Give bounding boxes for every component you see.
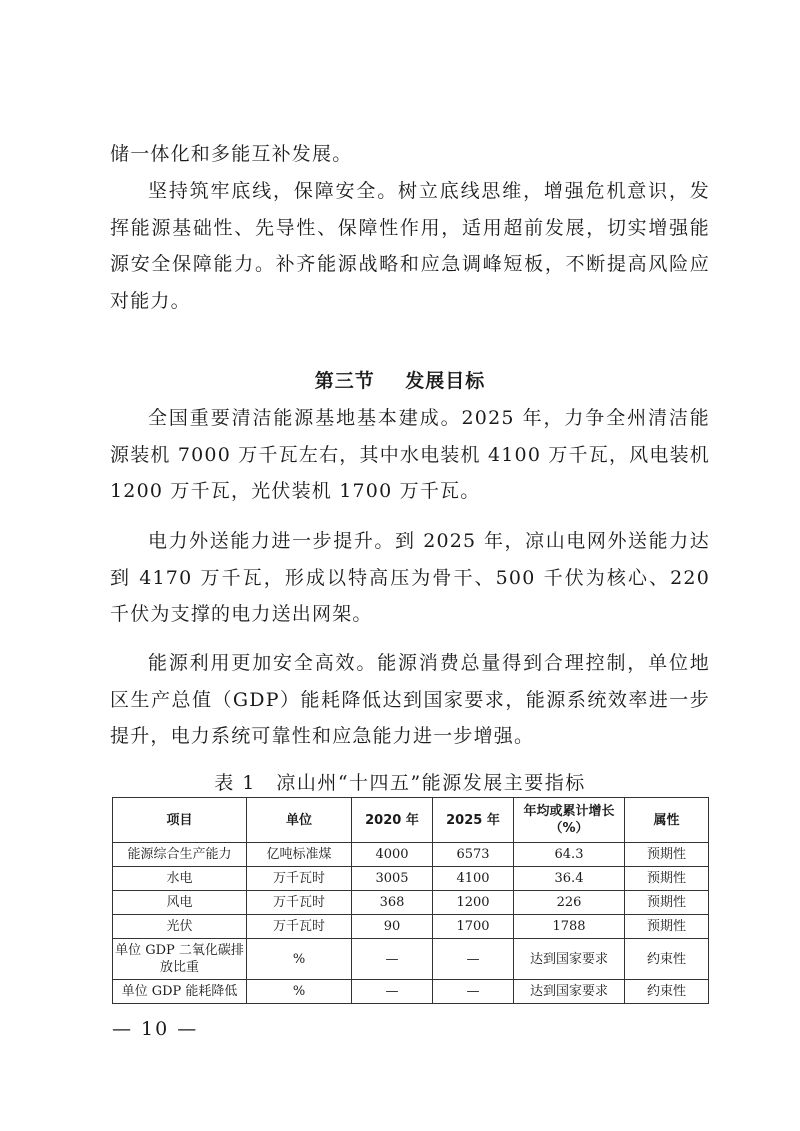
cell-growth: 1788	[514, 915, 625, 939]
table-header-row	[113, 798, 709, 843]
table-row	[113, 867, 709, 891]
paragraph-safety: 坚持筑牢底线，保障安全。树立底线思维，增强危机意识，发挥能源基础性、先导性、保障性作用，适用超前发展，切实增强能源安全保障能力。补齐能源战略和应急调峰短板，不断提高风险应对能力。	[110, 180, 710, 313]
table-row	[113, 939, 709, 980]
cell-2025: 6573	[433, 843, 514, 867]
cell-2025: 1200	[433, 891, 514, 915]
cell-growth: 达到国家要求	[514, 980, 625, 1004]
section-heading	[0, 366, 800, 393]
cell-2020: 90	[352, 915, 433, 939]
page-number: — 10 —	[112, 1018, 199, 1040]
section-number: 第三节	[314, 370, 375, 392]
cell-unit: 万千瓦时	[247, 915, 352, 939]
cell-unit: 万千瓦时	[247, 891, 352, 915]
cell-attribute: 预期性	[625, 915, 709, 939]
header-attribute: 属性	[625, 798, 709, 843]
header-unit: 单位	[247, 798, 352, 843]
cell-growth: 达到国家要求	[514, 939, 625, 980]
cell-attribute: 预期性	[625, 843, 709, 867]
cell-item: 单位 GDP 能耗降低	[113, 980, 247, 1004]
cell-attribute: 约束性	[625, 980, 709, 1004]
cell-2020: 3005	[352, 867, 433, 891]
cell-growth: 64.3	[514, 843, 625, 867]
header-item: 项目	[113, 798, 247, 843]
header-growth: 年均或累计增长（%）	[514, 798, 625, 843]
cell-item: 风电	[113, 891, 247, 915]
cell-attribute: 约束性	[625, 939, 709, 980]
cell-unit: 万千瓦时	[247, 867, 352, 891]
cell-2025: 1700	[433, 915, 514, 939]
table-row	[113, 843, 709, 867]
cell-item: 光伏	[113, 915, 247, 939]
section-title: 发展目标	[405, 370, 486, 392]
cell-attribute: 预期性	[625, 867, 709, 891]
header-2020: 2020 年	[352, 798, 433, 843]
cell-unit: %	[247, 980, 352, 1004]
cell-2025: —	[433, 980, 514, 1004]
cell-unit: %	[247, 939, 352, 980]
table-row	[113, 915, 709, 939]
cell-2020: 368	[352, 891, 433, 915]
table-row	[113, 980, 709, 1004]
paragraph-continuation: 储一体化和多能互补发展。	[110, 143, 353, 165]
cell-2025: 4100	[433, 867, 514, 891]
header-2025: 2025 年	[433, 798, 514, 843]
cell-item: 单位 GDP 二氧化碳排放比重	[113, 939, 247, 980]
cell-growth: 226	[514, 891, 625, 915]
cell-attribute: 预期性	[625, 891, 709, 915]
indicators-table	[112, 797, 709, 1004]
cell-2025: —	[433, 939, 514, 980]
cell-item: 水电	[113, 867, 247, 891]
cell-growth: 36.4	[514, 867, 625, 891]
cell-2020: —	[352, 939, 433, 980]
table-caption: 表 1 凉山州“十四五”能源发展主要指标	[214, 772, 586, 794]
paragraph-clean-energy: 全国重要清洁能源基地基本建成。2025 年，力争全州清洁能源装机 7000 万千瓦左右，其中水电装机 4100 万千瓦，风电装机 1200 万千瓦，光伏装机 1700 万千瓦。	[110, 407, 710, 503]
cell-unit: 亿吨标准煤	[247, 843, 352, 867]
paragraph-power-transmission: 电力外送能力进一步提升。到 2025 年，凉山电网外送能力达到 4170 万千瓦，形成以特高压为骨干、500 千伏为核心、220 千伏为支撑的电力送出网架。	[110, 530, 710, 626]
table-row	[113, 891, 709, 915]
paragraph-energy-efficiency: 能源利用更加安全高效。能源消费总量得到合理控制，单位地区生产总值（GDP）能耗降低达到国家要求，能源系统效率进一步提升，电力系统可靠性和应急能力进一步增强。	[110, 652, 710, 748]
cell-item: 能源综合生产能力	[113, 843, 247, 867]
cell-2020: —	[352, 980, 433, 1004]
cell-2020: 4000	[352, 843, 433, 867]
